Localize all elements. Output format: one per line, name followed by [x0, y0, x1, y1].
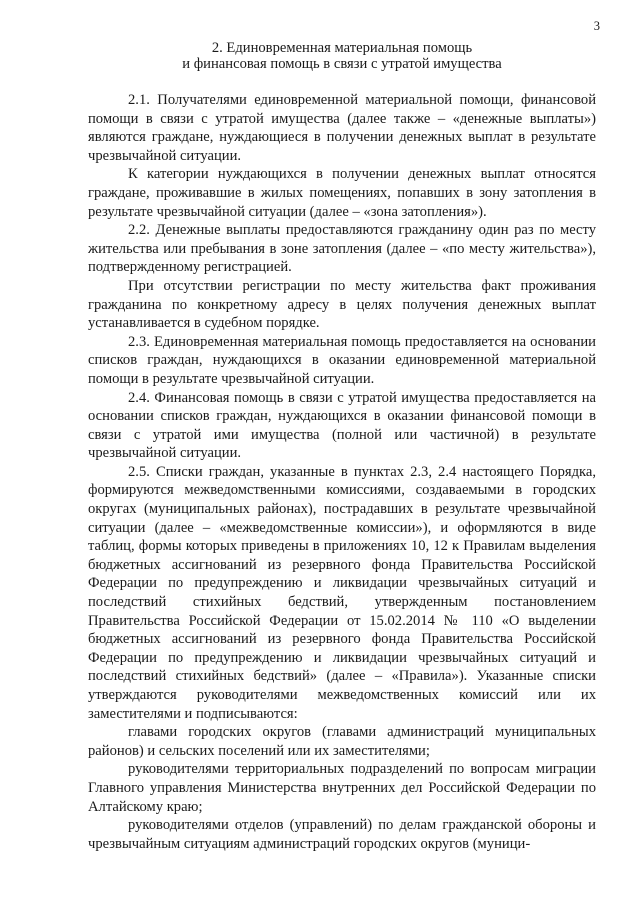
paragraph-2-4: 2.4. Финансовая помощь в связи с утратой имущества предоставляется на основании списков граждан, нуждающихся в оказании финансовой помощи в связи с утратой ими имущества (полной или частичной) в результате чрезвычайной ситуации.: [88, 389, 596, 462]
section-heading: [88, 40, 596, 72]
section-heading-line-2: и финансовая помощь в связи с утратой имущества: [182, 56, 502, 72]
document-body: [88, 40, 596, 853]
paragraph-2-5: 2.5. Списки граждан, указанные в пунктах 2.3, 2.4 настоящего Порядка, формируются межведомственными комиссиями, создаваемыми в городских округах (муниципальных районах), пострадавших в результате чрезвычайной ситуации (далее – «межведомственные комиссии»), и оформляются в виде таблиц, формы которых приведены в приложениях 10, 12 к Правилам выделения бюджетных ассигнований из резервного фонда Правительства Российской Федерации по предупреждению и ликвидации чрезвычайных ситуаций и последствий стихийных бедствий, утвержденным постановлением Правительства Российской Федерации от 15.02.2014 № 110 «О выделении бюджетных ассигнований из резервного фонда Правительства Российской Федерации по предупреждению и ликвидации чрезвычайных ситуаций и последствий стихийных бедствий» (далее – «Правила»). Указанные списки утверждаются руководителями межведомственных комиссий или их заместителями и подписываются:: [88, 463, 596, 722]
paragraph-needy-category: К категории нуждающихся в получении денежных выплат относятся граждане, проживавшие в жилых помещениях, попавших в зону затопления в результате чрезвычайной ситуации (далее – «зона затопления»).: [88, 166, 596, 220]
section-heading-line-1: 2. Единовременная материальная помощь: [211, 40, 473, 56]
paragraph-no-registration: При отсутствии регистрации по месту жительства факт проживания гражданина по конкретному адресу в целях получения денежных выплат устанавливается в судебном порядке.: [88, 277, 596, 332]
list-item-migration-heads: руководителями территориальных подразделений по вопросам миграции Главного управления Министерства внутренних дел Российской Федерации по Алтайскому краю;: [88, 761, 596, 815]
paragraph-2-3: 2.3. Единовременная материальная помощь предоставляется на основании списков граждан, нуждающихся в оказании единовременной материальной помощи в результате чрезвычайной ситуации.: [88, 333, 596, 387]
paragraph-2-2: 2.2. Денежные выплаты предоставляются гражданину один раз по месту жительства или пребывания в зоне затопления (далее – «по месту жительства»), подтвержденному регистрацией.: [88, 222, 596, 276]
paragraph-2-1: 2.1. Получателями единовременной материальной помощи, финансовой помощи в связи с утратой имущества (далее также – «денежные выплаты») являются граждане, нуждающиеся в получении денежных выплат в результате чрезвычайной ситуации.: [88, 92, 596, 164]
list-item-civil-defense-heads: руководителями отделов (управлений) по делам гражданской обороны и чрезвычайным ситуациям администраций городских округов (муници-: [88, 817, 596, 852]
list-item-heads-of-districts: главами городских округов (главами администраций муниципальных районов) и сельских поселений или их заместителями;: [88, 724, 596, 759]
page-number: 3: [593, 19, 600, 33]
